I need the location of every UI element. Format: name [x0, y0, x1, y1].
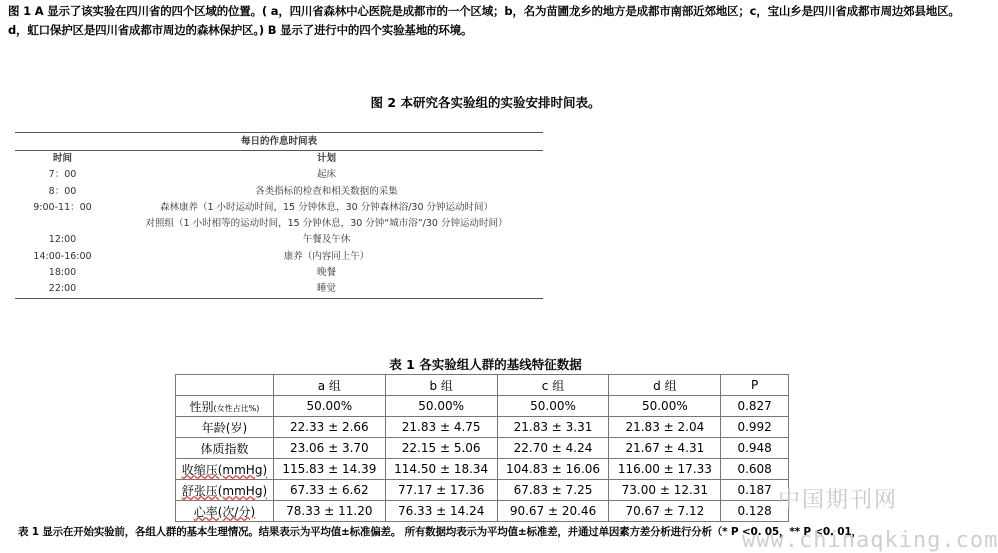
row-label: 舒张压(mmHg) — [176, 480, 274, 501]
table-cell: 0.948 — [721, 438, 789, 459]
schedule-row — [15, 281, 543, 297]
table-cell: 70.67 ± 7.12 — [609, 501, 721, 522]
table-cell: 50.00% — [497, 396, 609, 417]
table-cell: 50.00% — [273, 396, 385, 417]
table-cell: 104.83 ± 16.06 — [497, 459, 609, 480]
watermark-text: 中国期刊网 — [778, 488, 899, 513]
table-cell: 0.187 — [721, 480, 789, 501]
row-label — [176, 396, 274, 417]
table-cell: 116.00 ± 17.33 — [609, 459, 721, 480]
table-row — [176, 438, 789, 459]
schedule-time: 7：00 — [48, 169, 77, 181]
schedule-plan: 森林康养（1 小时运动时间，15 分钟休息，30 分钟森林浴/30 分钟运动时间） — [159, 201, 494, 213]
header-cell: a 组 — [273, 375, 385, 396]
table-cell: 73.00 ± 12.31 — [609, 480, 721, 501]
schedule-plan: 各类指标的检查和相关数据的采集 — [255, 185, 398, 197]
schedule-time: 9:00-11：00 — [33, 201, 92, 213]
table-cell: 22.70 ± 4.24 — [497, 438, 609, 459]
table-cell: 0.128 — [721, 501, 789, 522]
row-label: 体质指数 — [176, 438, 274, 459]
schedule-row — [15, 216, 543, 232]
schedule-plan: 晚餐 — [316, 267, 336, 279]
table-header-row — [176, 375, 789, 396]
table-cell: 78.33 ± 11.20 — [273, 501, 385, 522]
header-cell: P — [721, 375, 789, 396]
row-label-note: (女性占比%) — [213, 403, 260, 413]
schedule-row — [15, 249, 543, 265]
row-label: 心率(次/分) — [176, 501, 274, 522]
schedule-row — [15, 265, 543, 281]
table-cell: 22.33 ± 2.66 — [273, 417, 385, 438]
schedule-caption: 每日的作息时间表 — [240, 136, 317, 147]
table-cell: 50.00% — [385, 396, 497, 417]
table-cell: 0.608 — [721, 459, 789, 480]
figure-1-caption: 图 1 A 显示了该实验在四川省的四个区域的位置。( a，四川省森林中心医院是成都市的一个区域；b，名为苗圃龙乡的地方是成都市南部近郊地区；c，宝山乡是四川省成都市周边郊县地区。d，虹口保护区是四川省成都市周边的森林保护区。) B 显示了进行中的四个实验基地的环境。 — [8, 4, 960, 37]
schedule-col-plan: 计划 — [316, 153, 336, 164]
schedule-plan: 康养（内容同上午） — [283, 250, 370, 262]
schedule-time — [15, 216, 110, 232]
baseline-table — [175, 374, 789, 522]
schedule-row — [15, 167, 543, 183]
table-row — [176, 396, 789, 417]
table-cell: 21.83 ± 4.75 — [385, 417, 497, 438]
schedule-plan: 睡觉 — [316, 283, 336, 295]
table-cell: 22.15 ± 5.06 — [385, 438, 497, 459]
table-cell: 21.83 ± 2.04 — [609, 417, 721, 438]
schedule-row — [15, 184, 543, 200]
row-label-text: 性别 — [189, 399, 214, 414]
schedule-time: 12:00 — [48, 234, 77, 246]
schedule-row — [15, 200, 543, 216]
table-cell: 21.67 ± 4.31 — [609, 438, 721, 459]
table-cell: 67.33 ± 6.62 — [273, 480, 385, 501]
table-cell: 50.00% — [609, 396, 721, 417]
row-label: 年龄(岁) — [176, 417, 274, 438]
table-cell: 77.17 ± 17.36 — [385, 480, 497, 501]
table-row — [176, 480, 789, 501]
table-1-title: 表 1 各实验组人群的基线特征数据 — [389, 357, 582, 372]
header-cell: b 组 — [385, 375, 497, 396]
table-cell: 0.827 — [721, 396, 789, 417]
table-cell: 67.83 ± 7.25 — [497, 480, 609, 501]
watermark-url: www.chinaqking.com — [742, 528, 998, 553]
table-row — [176, 417, 789, 438]
schedule-row — [15, 232, 543, 248]
schedule-plan: 起床 — [316, 169, 336, 181]
figure-2-title: 图 2 本研究各实验组的实验安排时间表。 — [370, 95, 601, 110]
table-cell: 115.83 ± 14.39 — [273, 459, 385, 480]
schedule-plan: 午餐及午休 — [302, 234, 351, 246]
table-cell: 0.992 — [721, 417, 789, 438]
table-1-note: 表 1 显示在开始实验前，各组人群的基本生理情况。结果表示为平均值±标准偏差。 所有数据均表示为平均值±标准差，并通过单因素方差分析进行分析（* P <0. 05，** P <0. 01， — [18, 526, 862, 538]
header-cell: d 组 — [609, 375, 721, 396]
row-label: 收缩压(mmHg) — [176, 459, 274, 480]
schedule-table — [15, 132, 543, 299]
schedule-plan: 对照组（1 小时相等的运动时间，15 分钟休息，30 分钟“城市浴”/30 分钟运动时间） — [145, 218, 508, 230]
schedule-bottom-rule — [15, 298, 543, 299]
table-row — [176, 501, 789, 522]
table-cell: 76.33 ± 14.24 — [385, 501, 497, 522]
table-cell: 90.67 ± 20.46 — [497, 501, 609, 522]
schedule-time: 8：00 — [48, 185, 77, 197]
schedule-header-row — [15, 151, 543, 167]
schedule-time: 14:00-16:00 — [33, 250, 92, 262]
table-row — [176, 459, 789, 480]
schedule-time: 22:00 — [48, 283, 77, 295]
header-cell: c 组 — [497, 375, 609, 396]
header-cell — [176, 375, 274, 396]
table-cell: 23.06 ± 3.70 — [273, 438, 385, 459]
table-cell: 21.83 ± 3.31 — [497, 417, 609, 438]
schedule-col-time: 时间 — [52, 153, 72, 164]
schedule-time: 18:00 — [48, 267, 77, 279]
table-cell: 114.50 ± 18.34 — [385, 459, 497, 480]
